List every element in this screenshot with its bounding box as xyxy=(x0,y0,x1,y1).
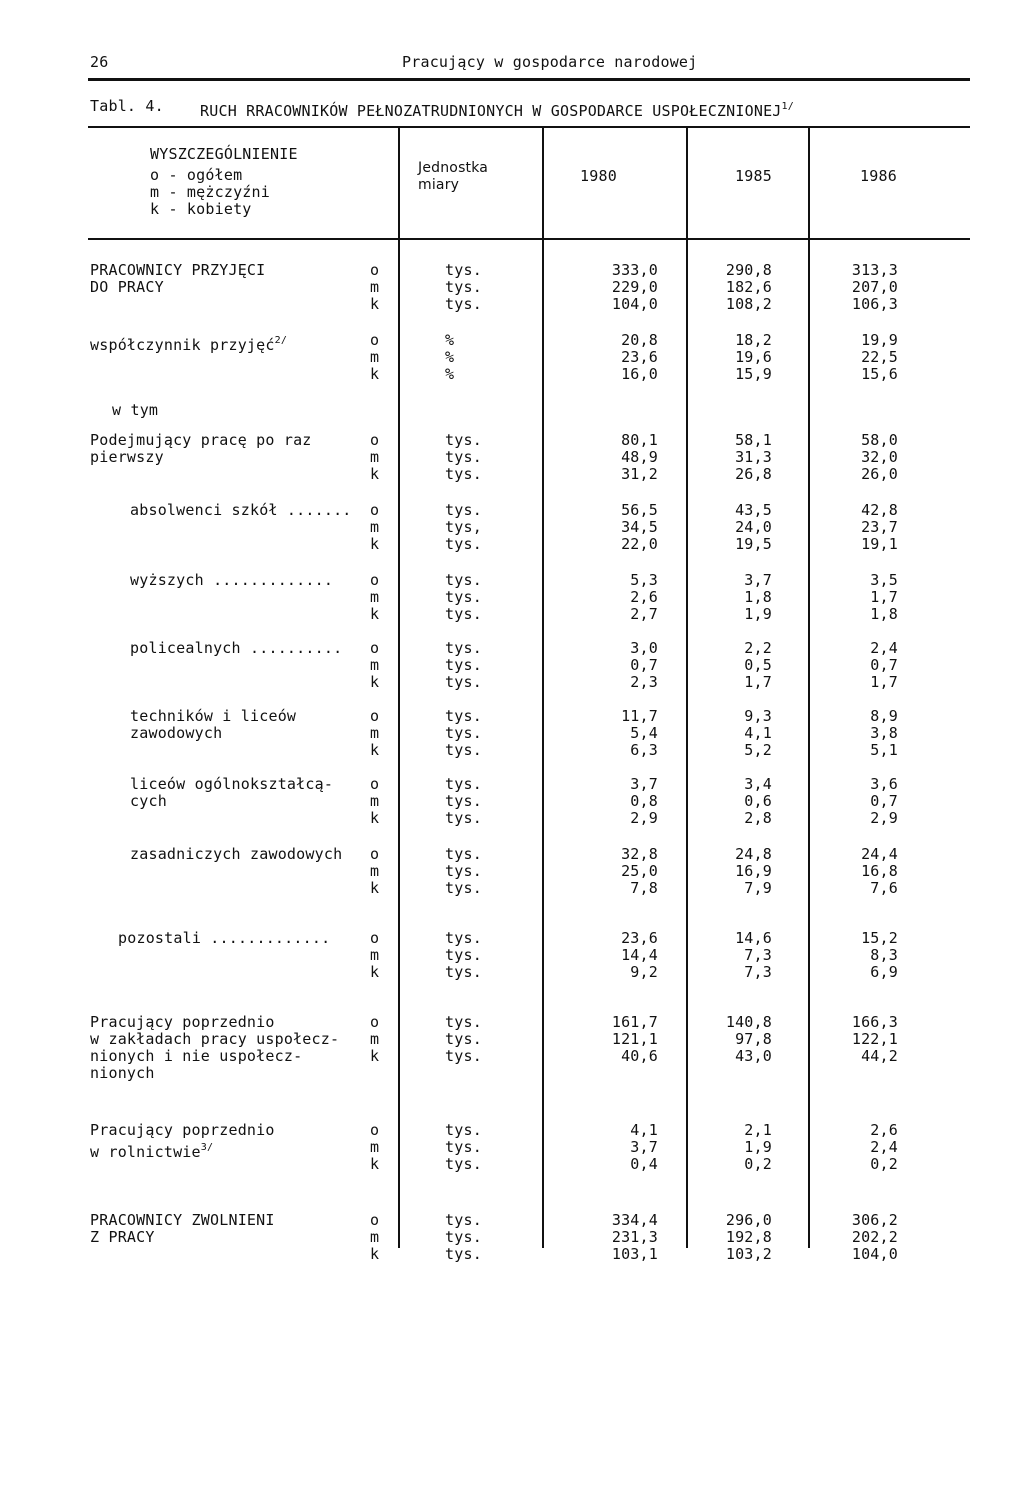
value-1980: 16,0 xyxy=(621,365,658,383)
row-code: k xyxy=(370,295,380,313)
row-unit: tys. xyxy=(445,792,482,810)
value-1980: 334,4 xyxy=(611,1211,658,1229)
value-1986: 2,4 xyxy=(870,639,898,657)
table-row xyxy=(0,640,1024,657)
row-unit: tys. xyxy=(445,656,482,674)
value-1986: 2,6 xyxy=(870,1121,898,1139)
value-1986: 58,0 xyxy=(861,431,898,449)
table-row xyxy=(0,349,1024,366)
row-unit: tys. xyxy=(445,501,482,519)
value-1985: 14,6 xyxy=(735,929,772,947)
row-unit: tys. xyxy=(445,571,482,589)
row-unit: tys. xyxy=(445,673,482,691)
value-1986: 6,9 xyxy=(870,963,898,981)
value-1980: 31,2 xyxy=(621,465,658,483)
value-1985: 16,9 xyxy=(735,862,772,880)
row-code: o xyxy=(370,707,380,725)
row-unit: tys. xyxy=(445,862,482,880)
value-1980: 80,1 xyxy=(621,431,658,449)
value-1980: 11,7 xyxy=(621,707,658,725)
value-1985: 192,8 xyxy=(725,1228,772,1246)
row-code: m xyxy=(370,656,380,674)
value-1986: 24,4 xyxy=(861,845,898,863)
table-row xyxy=(0,776,1024,793)
row-unit: tys. xyxy=(445,1121,482,1139)
row-code: k xyxy=(370,1047,380,1065)
row-code: o xyxy=(370,1013,380,1031)
row-label: w rolnictwie$^{3/}$ xyxy=(90,1142,214,1161)
table-row xyxy=(0,1122,1024,1139)
row-label: wyższych ............. xyxy=(130,571,334,589)
value-1986: 42,8 xyxy=(861,501,898,519)
value-1986: 0,7 xyxy=(870,656,898,674)
value-1980: 22,0 xyxy=(621,535,658,553)
row-unit: tys, xyxy=(445,518,482,536)
value-1985: 43,0 xyxy=(735,1047,772,1065)
table-row xyxy=(0,863,1024,880)
value-1985: 3,7 xyxy=(744,571,772,589)
table-row xyxy=(0,449,1024,466)
value-1980: 5,3 xyxy=(630,571,658,589)
row-code: m xyxy=(370,1030,380,1048)
table-row xyxy=(0,810,1024,827)
row-code: o xyxy=(370,431,380,449)
table-row xyxy=(0,930,1024,947)
col1-legend-o: o - ogółem xyxy=(150,166,243,184)
title-rule xyxy=(88,126,970,128)
row-unit: tys. xyxy=(445,639,482,657)
row-label: zawodowych xyxy=(130,724,223,742)
value-1985: 296,0 xyxy=(725,1211,772,1229)
row-code: m xyxy=(370,1228,380,1246)
value-1985: 0,6 xyxy=(744,792,772,810)
table-number: Tabl. 4. xyxy=(90,97,164,115)
value-1985: 182,6 xyxy=(725,278,772,296)
row-code: o xyxy=(370,929,380,947)
value-1985: 2,8 xyxy=(744,809,772,827)
value-1986: 1,8 xyxy=(870,605,898,623)
value-1980: 3,0 xyxy=(630,639,658,657)
value-1986: 3,8 xyxy=(870,724,898,742)
row-label: Z PRACY xyxy=(90,1228,155,1246)
header-bottom-rule xyxy=(88,238,970,240)
table-row xyxy=(0,1139,1024,1156)
table-row xyxy=(0,1246,1024,1263)
value-1980: 2,9 xyxy=(630,809,658,827)
value-1986: 23,7 xyxy=(861,518,898,536)
value-1986: 1,7 xyxy=(870,588,898,606)
row-label: policealnych .......... xyxy=(130,639,343,657)
value-1985: 1,8 xyxy=(744,588,772,606)
row-label: DO PRACY xyxy=(90,278,164,296)
row-code: o xyxy=(370,845,380,863)
col1-legend-k: k - kobiety xyxy=(150,200,252,218)
value-1985: 19,5 xyxy=(735,535,772,553)
value-1980: 34,5 xyxy=(621,518,658,536)
unit-header-line2: miary xyxy=(418,177,460,193)
table-row xyxy=(0,1048,1024,1065)
row-unit: tys. xyxy=(445,1245,482,1263)
row-label: w zakładach pracy uspołecz- xyxy=(90,1030,340,1048)
row-code: k xyxy=(370,673,380,691)
value-1985: 24,8 xyxy=(735,845,772,863)
value-1980: 4,1 xyxy=(630,1121,658,1139)
row-unit: tys. xyxy=(445,809,482,827)
row-unit: % xyxy=(445,348,455,366)
value-1980: 103,1 xyxy=(611,1245,658,1263)
row-unit: tys. xyxy=(445,1013,482,1031)
value-1986: 19,9 xyxy=(861,331,898,349)
row-label: zasadniczych zawodowych xyxy=(130,845,343,863)
value-1985: 97,8 xyxy=(735,1030,772,1048)
table-row xyxy=(0,793,1024,810)
value-1980: 333,0 xyxy=(611,261,658,279)
value-1980: 121,1 xyxy=(611,1030,658,1048)
value-1986: 19,1 xyxy=(861,535,898,553)
row-unit: tys. xyxy=(445,879,482,897)
row-code: k xyxy=(370,741,380,759)
row-label: współczynnik przyjęć$^{2/}$ xyxy=(90,335,288,354)
table-row xyxy=(0,332,1024,349)
row-unit: tys. xyxy=(445,261,482,279)
row-code: o xyxy=(370,331,380,349)
row-code: m xyxy=(370,448,380,466)
value-1985: 7,3 xyxy=(744,946,772,964)
row-label: nionych xyxy=(90,1064,155,1082)
value-1980: 231,3 xyxy=(611,1228,658,1246)
value-1980: 48,9 xyxy=(621,448,658,466)
row-unit: tys. xyxy=(445,1211,482,1229)
value-1986: 2,9 xyxy=(870,809,898,827)
row-label: PRACOWNICY PRZYJĘCI xyxy=(90,261,266,279)
row-unit: tys. xyxy=(445,1047,482,1065)
value-1986: 207,0 xyxy=(851,278,898,296)
row-code: o xyxy=(370,571,380,589)
value-1985: 1,9 xyxy=(744,605,772,623)
value-1980: 23,6 xyxy=(621,348,658,366)
value-1986: 22,5 xyxy=(861,348,898,366)
col1-title: WYSZCZEGÓLNIENIE xyxy=(150,145,298,163)
row-code: k xyxy=(370,535,380,553)
row-unit: tys. xyxy=(445,1138,482,1156)
col-header-1986: 1986 xyxy=(860,167,897,185)
value-1986: 313,3 xyxy=(851,261,898,279)
row-unit: tys. xyxy=(445,588,482,606)
row-label: liceów ogólnokształcą- xyxy=(130,775,334,793)
value-1986: 8,9 xyxy=(870,707,898,725)
value-1980: 0,4 xyxy=(630,1155,658,1173)
row-unit: tys. xyxy=(445,431,482,449)
row-label: techników i liceów xyxy=(130,707,297,725)
row-code: o xyxy=(370,261,380,279)
row-code: o xyxy=(370,1211,380,1229)
value-1986: 0,2 xyxy=(870,1155,898,1173)
table-row xyxy=(0,880,1024,897)
section-label: w tym xyxy=(112,401,159,419)
value-1980: 3,7 xyxy=(630,1138,658,1156)
row-unit: tys. xyxy=(445,448,482,466)
value-1985: 1,9 xyxy=(744,1138,772,1156)
table-row xyxy=(0,536,1024,553)
value-1985: 19,6 xyxy=(735,348,772,366)
value-1985: 7,9 xyxy=(744,879,772,897)
value-1985: 2,1 xyxy=(744,1121,772,1139)
row-code: m xyxy=(370,1138,380,1156)
value-1980: 32,8 xyxy=(621,845,658,863)
table-row xyxy=(0,725,1024,742)
row-unit: tys. xyxy=(445,845,482,863)
row-code: m xyxy=(370,724,380,742)
value-1986: 104,0 xyxy=(851,1245,898,1263)
table-row xyxy=(0,519,1024,536)
value-1980: 2,7 xyxy=(630,605,658,623)
col1-legend-m: m - mężczyźni xyxy=(150,183,270,201)
table-row xyxy=(0,262,1024,279)
row-unit: tys. xyxy=(445,465,482,483)
value-1980: 104,0 xyxy=(611,295,658,313)
running-title: Pracujący w gospodarce narodowej xyxy=(402,53,698,71)
value-1985: 2,2 xyxy=(744,639,772,657)
value-1986: 202,2 xyxy=(851,1228,898,1246)
table-row xyxy=(0,432,1024,449)
table-title: RUCH RRACOWNIKÓW PEŁNOZATRUDNIONYCH W GOSPODARCE $USPOŁECZNIONEJ^{1/}$ xyxy=(200,101,794,120)
row-code: m xyxy=(370,862,380,880)
row-code: m xyxy=(370,518,380,536)
col-header-1980: 1980 xyxy=(580,167,617,185)
value-1986: 106,3 xyxy=(851,295,898,313)
table-row xyxy=(0,674,1024,691)
value-1986: 3,5 xyxy=(870,571,898,589)
row-label: cych xyxy=(130,792,167,810)
value-1985: 108,2 xyxy=(725,295,772,313)
table-row xyxy=(0,1212,1024,1229)
table-row xyxy=(0,502,1024,519)
table-row xyxy=(0,742,1024,759)
col-header-1985: 1985 xyxy=(735,167,772,185)
row-code: m xyxy=(370,588,380,606)
value-1986: 8,3 xyxy=(870,946,898,964)
table-row xyxy=(0,1156,1024,1173)
value-1986: 26,0 xyxy=(861,465,898,483)
value-1980: 0,7 xyxy=(630,656,658,674)
value-1986: 3,6 xyxy=(870,775,898,793)
col-header-description xyxy=(150,146,298,218)
row-unit: tys. xyxy=(445,278,482,296)
table-row xyxy=(0,964,1024,981)
row-unit: % xyxy=(445,365,455,383)
value-1980: 3,7 xyxy=(630,775,658,793)
row-unit: tys. xyxy=(445,1155,482,1173)
row-unit: tys. xyxy=(445,724,482,742)
value-1980: 229,0 xyxy=(611,278,658,296)
row-code: m xyxy=(370,946,380,964)
row-code: o xyxy=(370,501,380,519)
row-label: pierwszy xyxy=(90,448,164,466)
row-code: o xyxy=(370,775,380,793)
row-code: o xyxy=(370,639,380,657)
value-1980: 20,8 xyxy=(621,331,658,349)
value-1985: 1,7 xyxy=(744,673,772,691)
header-rule xyxy=(88,78,970,81)
row-unit: tys. xyxy=(445,963,482,981)
row-code: m xyxy=(370,792,380,810)
value-1980: 2,3 xyxy=(630,673,658,691)
row-label: nionych i nie uspołecz- xyxy=(90,1047,303,1065)
row-code: k xyxy=(370,963,380,981)
row-label: pozostali ............. xyxy=(118,929,331,947)
row-unit: tys. xyxy=(445,707,482,725)
value-1986: 2,4 xyxy=(870,1138,898,1156)
value-1985: 3,4 xyxy=(744,775,772,793)
value-1986: 5,1 xyxy=(870,741,898,759)
value-1980: 5,4 xyxy=(630,724,658,742)
value-1980: 40,6 xyxy=(621,1047,658,1065)
row-unit: tys. xyxy=(445,535,482,553)
row-code: k xyxy=(370,1155,380,1173)
row-unit: tys. xyxy=(445,1030,482,1048)
value-1986: 15,6 xyxy=(861,365,898,383)
row-code: k xyxy=(370,605,380,623)
row-unit: tys. xyxy=(445,1228,482,1246)
value-1980: 6,3 xyxy=(630,741,658,759)
value-1985: 7,3 xyxy=(744,963,772,981)
value-1985: 103,2 xyxy=(725,1245,772,1263)
value-1985: 140,8 xyxy=(725,1013,772,1031)
footnote-mark: 3/ xyxy=(200,1142,214,1153)
row-label: Podejmujący pracę po raz xyxy=(90,431,312,449)
value-1986: 44,2 xyxy=(861,1047,898,1065)
row-code: k xyxy=(370,465,380,483)
row-unit: % xyxy=(445,331,455,349)
row-unit: tys. xyxy=(445,775,482,793)
value-1980: 23,6 xyxy=(621,929,658,947)
value-1986: 7,6 xyxy=(870,879,898,897)
value-1985: 26,8 xyxy=(735,465,772,483)
value-1980: 2,6 xyxy=(630,588,658,606)
row-code: m xyxy=(370,348,380,366)
footnote-mark: 2/ xyxy=(274,335,288,346)
value-1985: 15,9 xyxy=(735,365,772,383)
value-1980: 14,4 xyxy=(621,946,658,964)
value-1986: 16,8 xyxy=(861,862,898,880)
row-code: k xyxy=(370,1245,380,1263)
value-1980: 56,5 xyxy=(621,501,658,519)
table-row xyxy=(0,947,1024,964)
value-1986: 0,7 xyxy=(870,792,898,810)
value-1986: 306,2 xyxy=(851,1211,898,1229)
row-label: absolwenci szkół ....... xyxy=(130,501,352,519)
value-1980: 0,8 xyxy=(630,792,658,810)
value-1985: 58,1 xyxy=(735,431,772,449)
value-1985: 0,5 xyxy=(744,656,772,674)
value-1980: 25,0 xyxy=(621,862,658,880)
row-label: Pracujący poprzednio xyxy=(90,1013,275,1031)
value-1980: 7,8 xyxy=(630,879,658,897)
value-1986: 122,1 xyxy=(851,1030,898,1048)
value-1985: 9,3 xyxy=(744,707,772,725)
value-1985: 4,1 xyxy=(744,724,772,742)
row-code: k xyxy=(370,365,380,383)
row-unit: tys. xyxy=(445,946,482,964)
table-row xyxy=(0,366,1024,383)
value-1985: 0,2 xyxy=(744,1155,772,1173)
row-label: Pracujący poprzednio xyxy=(90,1121,275,1139)
row-unit: tys. xyxy=(445,929,482,947)
row-unit: tys. xyxy=(445,741,482,759)
col-header-unit xyxy=(418,160,488,194)
table-row xyxy=(0,846,1024,863)
table-row xyxy=(0,296,1024,313)
row-unit: tys. xyxy=(445,295,482,313)
row-code: k xyxy=(370,879,380,897)
row-unit: tys. xyxy=(445,605,482,623)
value-1985: 24,0 xyxy=(735,518,772,536)
value-1980: 9,2 xyxy=(630,963,658,981)
value-1985: 290,8 xyxy=(725,261,772,279)
table-row xyxy=(0,279,1024,296)
value-1986: 1,7 xyxy=(870,673,898,691)
table-row xyxy=(0,572,1024,589)
value-1980: 161,7 xyxy=(611,1013,658,1031)
table-row xyxy=(0,589,1024,606)
value-1986: 166,3 xyxy=(851,1013,898,1031)
table-row xyxy=(0,1014,1024,1031)
value-1985: 5,2 xyxy=(744,741,772,759)
row-label: PRACOWNICY ZWOLNIENI xyxy=(90,1211,275,1229)
table-row xyxy=(0,708,1024,725)
unit-header-line1: Jednostka xyxy=(418,160,489,176)
row-code: m xyxy=(370,278,380,296)
value-1985: 31,3 xyxy=(735,448,772,466)
table-row xyxy=(0,1229,1024,1246)
row-code: o xyxy=(370,1121,380,1139)
value-1986: 15,2 xyxy=(861,929,898,947)
table-row xyxy=(0,606,1024,623)
table-row xyxy=(0,1031,1024,1048)
page-number: 26 xyxy=(90,53,109,71)
table-row xyxy=(0,657,1024,674)
value-1986: 32,0 xyxy=(861,448,898,466)
value-1985: 43,5 xyxy=(735,501,772,519)
value-1985: 18,2 xyxy=(735,331,772,349)
row-code: k xyxy=(370,809,380,827)
table-row xyxy=(0,466,1024,483)
